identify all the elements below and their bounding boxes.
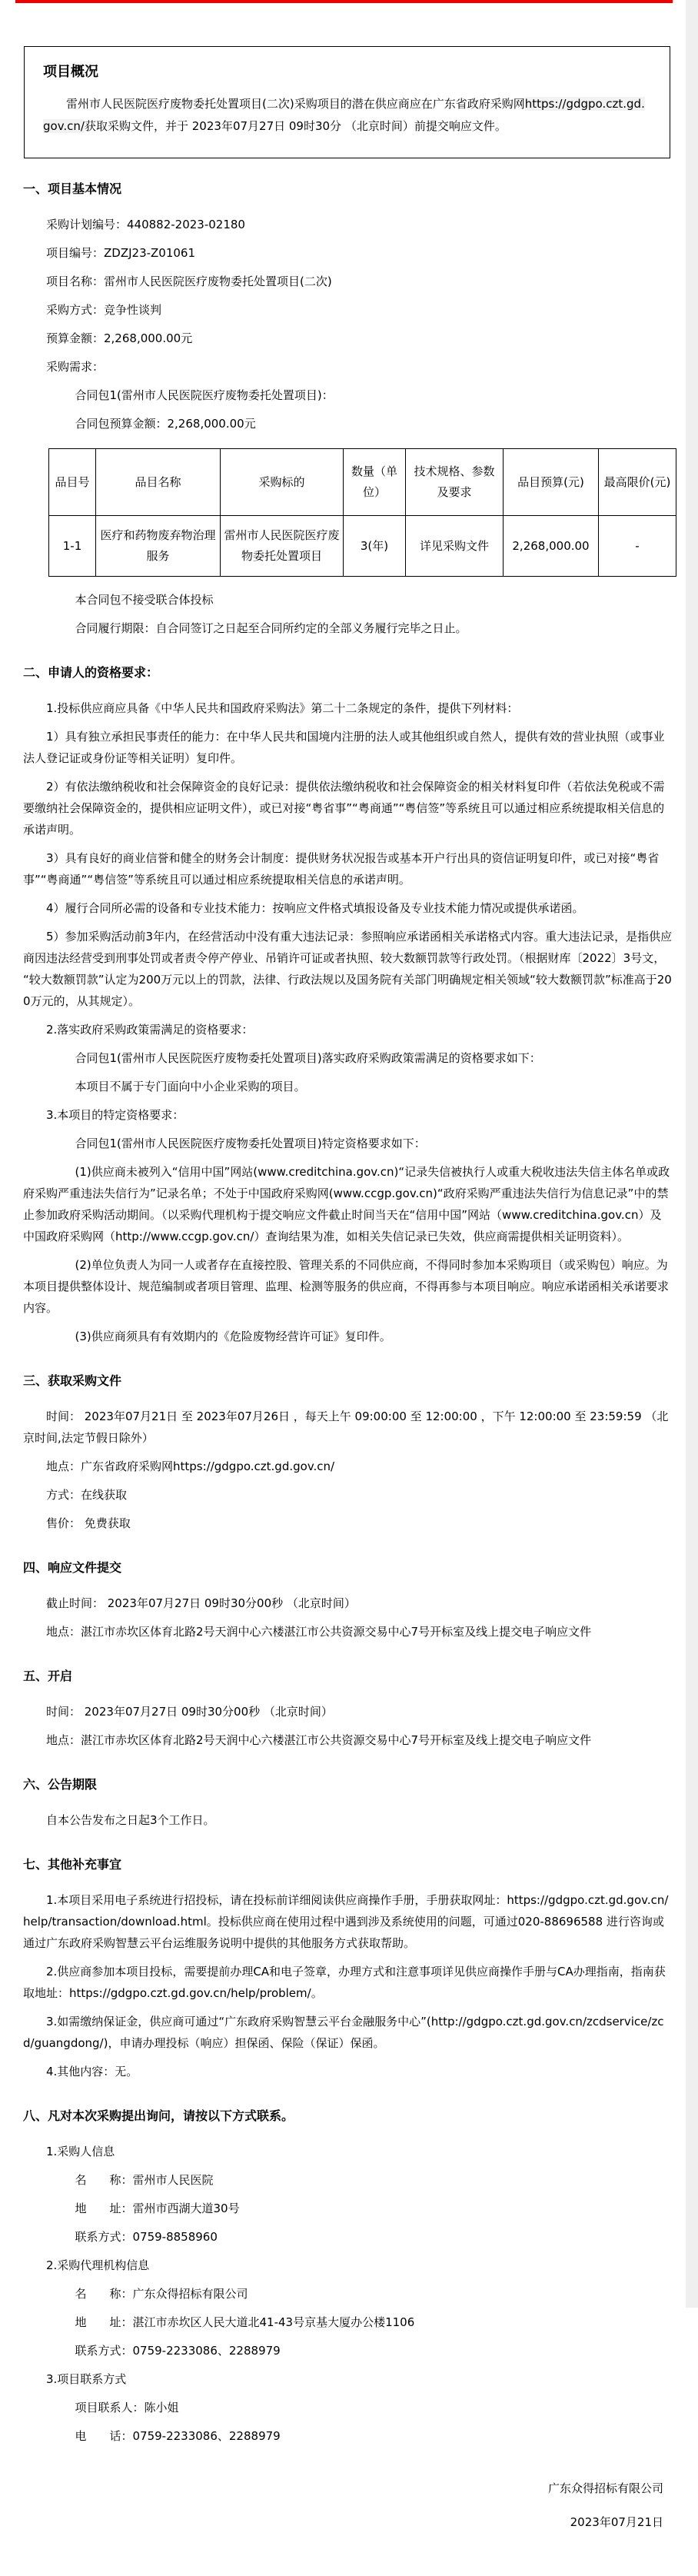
contract-duration-note: 合同履行期限：自合同签订之日起至合同所约定的全部义务履行完毕之日止。 (75, 621, 467, 635)
specific-requirement-item: (1)供应商未被列入“信用中国”网站(www.creditchina.gov.cn)“记录失信被执行人或重大税收违法失信主体名单或政府采购严重违法失信行为”记录名单；不处于中国政府采购网(www.ccgp.gov.cn)“政府采购严重违法失信行为信息记录”中的禁止参加政府采购活动期间。（以采购代理机构于提交响应文件截止时间当天在“信用中国”网站（www.creditchina.gov.cn）及中国政府采购网（http://www.ccgp.gov.cn/）查询结果为准，如相关失信记录已失效，供应商需提供相关证明资料）。 (23, 1165, 670, 1243)
col-header-subject: 采购标的 (221, 449, 344, 516)
col-header-quantity: 数量（单位） (344, 449, 406, 516)
project-contact-label: 3.项目联系方式 (46, 2372, 127, 2386)
col-header-item-no: 品目号 (49, 449, 96, 516)
specific-requirement-item: (2)单位负责人为同一人或者存在直接控股、管理关系的不同供应商，不得同时参加本采购项目（或采购包）响应。为本项目提供整体设计、规范编制或者项目管理、监理、检测等服务的供应商，不得再参与本项目响应。响应承诺函相关承诺要求内容。 (23, 1258, 670, 1315)
section-6-heading: 六、公告期限 (23, 1777, 98, 1792)
supplement-item: 1.本项目采用电子系统进行招投标，请在投标前详细阅读供应商操作手册，手册获取网址：https://gdgpo.czt.gd.gov.cn/help/transaction/download.html。投标供应商在使用过程中遇到涉及系统使用的问题，可通过020-88696588 进行咨询或通过广东政府采购智慧云平台运维服务说明中提供的其他服务方式获取帮助。 (23, 1893, 669, 1950)
plan-number: 采购计划编号：440882-2023-02180 (46, 218, 245, 231)
procurement-method: 采购方式：竞争性谈判 (46, 303, 162, 317)
opening-time: 时间： 2023年07月27日 09时30分00秒 （北京时间） (46, 1705, 333, 1719)
document-footer (0, 2478, 698, 2576)
submission-deadline: 截止时间： 2023年07月27日 09时30分00秒 （北京时间） (46, 1596, 356, 1610)
footer-agency-name: 广东众得招标有限公司 (547, 2481, 663, 2495)
top-red-divider (15, 0, 673, 3)
specific-requirement-item: (3)供应商须具有有效期内的《危险废物经营许可证》复印件。 (75, 1330, 391, 1343)
cell-quantity: 3(年) (344, 516, 406, 577)
section-2-heading: 二、申请人的资格要求： (23, 665, 159, 680)
supplement-item: 3.如需缴纳保证金，供应商可通过“广东政府采购智慧云平台金融服务中心”(http://gdgpo.czt.gd.gov.cn/zcdservice/zcd/guangdong/)，申请办理投标（响应）担保函、保险（保证）保函。 (23, 2015, 664, 2050)
purchaser-contact: 联系方式：0759-8858960 (75, 2230, 218, 2244)
doc-obtain-time: 时间： 2023年07月21日 至 2023年07月26日 ，每天上午 09:00:00 至 12:00:00 ，下午 12:00:00 至 23:59:59 （北京时间,法定节假日除外） (23, 1409, 669, 1445)
doc-obtain-method: 方式：在线获取 (46, 1488, 128, 1502)
specific-requirement-package: 合同包1(雷州市人民医院医疗废物委托处置项目)特定资格要求如下： (75, 1137, 426, 1150)
policy-requirement-label: 2.落实政府采购政策需满足的资格要求： (46, 1023, 254, 1037)
policy-requirement-package: 合同包1(雷州市人民医院医疗废物委托处置项目)落实政府采购政策需满足的资格要求如下： (75, 1051, 541, 1065)
submission-place: 地点：湛江市赤坎区体育北路2号天润中心六楼湛江市公共资源交易中心7号开标室及线上提交电子响应文件 (46, 1625, 592, 1639)
purchaser-name: 名 称：雷州市人民医院 (75, 2173, 214, 2187)
col-header-spec: 技术规格、参数及要求 (406, 449, 504, 516)
supplement-item: 4.其他内容：无。 (46, 2065, 138, 2078)
cell-price-cap: - (599, 516, 676, 577)
doc-obtain-place: 地点：广东省政府采购网https://gdgpo.czt.gd.gov.cn/ (46, 1459, 335, 1473)
section-7-heading: 七、其他补充事宜 (23, 1857, 122, 1872)
procurement-items-table (48, 448, 676, 577)
agency-contact: 联系方式：0759-2233086、2288979 (75, 2344, 281, 2358)
project-number: 项目编号：ZDZJ23-Z01061 (46, 246, 196, 260)
cell-item-budget: 2,268,000.00 (504, 516, 599, 577)
agency-address: 地 址：湛江市赤坎区人民大道北41-43号京基大厦办公楼1106 (75, 2315, 415, 2329)
qualification-item: 5）参加采购活动前3年内，在经营活动中没有重大违法记录：参照响应承诺函相关承诺格式内容。重大违法记录，是指供应商因违法经营受到刑事处罚或者责令停产停业、吊销许可证或者执照、较大数额罚款等行政处罚。（根据财库〔2022〕3号文，“较大数额罚款”认定为200万元以上的罚款，法律、行政法规以及国务院有关部门明确规定相关领域“较大数额罚款”标准高于200万元的，从其规定）。 (23, 930, 673, 1008)
contract-package-budget: 合同包预算金额：2,268,000.00元 (75, 417, 256, 431)
qualification-item: 2）有依法缴纳税收和社会保障资金的良好记录：提供依法缴纳税收和社会保障资金的相关材料复印件（若依法免税或不需要缴纳社会保障资金的，提供相应证明文件），或已对接“粤省事”“粤商通”“粤信签”等系统且可以通过相应系统提取相关信息的承诺声明。 (23, 780, 665, 837)
project-contact-person: 项目联系人：陈小姐 (75, 2401, 179, 2415)
qualification-item: 1.投标供应商应具备《中华人民共和国政府采购法》第二十二条规定的条件，提供下列材料： (46, 701, 519, 715)
qualification-item: 1）具有独立承担民事责任的能力：在中华人民共和国境内注册的法人或其他组织或自然人，提供有效的营业执照（或事业法人登记证或身份证等相关证明）复印件。 (23, 730, 665, 765)
overview-text-before-url: 雷州市人民医院医疗废物委托处置项目(二次)采购项目的潜在供应商应在广东省政府采购网 (66, 97, 525, 111)
col-header-item-name: 品目名称 (96, 449, 221, 516)
procurement-demand-label: 采购需求： (46, 360, 105, 374)
project-overview-box (24, 46, 670, 158)
overview-text-after-url: 获取采购文件，并于 2023年07月27日 09时30分 （北京时间）前提交响应文件。 (85, 119, 507, 133)
specific-requirement-label: 3.本项目的特定资格要求： (46, 1108, 184, 1122)
qualification-item: 3）具有良好的商业信誉和健全的财务会计制度：提供财务状况报告或基本开户行出具的资信证明复印件，或已对接“粤省事”“粤商通”“粤信签”等系统且可以通过相应系统提取相关信息的承诺声明。 (23, 851, 660, 887)
qualification-item: 4）履行合同所必需的设备和专业技术能力：按响应文件格式填报设备及专业技术能力情况或提供承诺函。 (46, 901, 584, 915)
project-name: 项目名称：雷州市人民医院医疗废物委托处置项目(二次) (46, 275, 332, 288)
cell-item-name: 医疗和药物废弃物治理服务 (96, 516, 221, 577)
agency-name: 名 称：广东众得招标有限公司 (75, 2287, 248, 2301)
policy-requirement-note: 本项目不属于专门面向中小企业采购的项目。 (75, 1080, 306, 1093)
procurement-site-url: https://gdgpo.czt.gd.gov.cn/ (43, 97, 645, 133)
section-8-heading: 八、凡对本次采购提出询问，请按以下方式联系。 (23, 2108, 294, 2123)
section-1-heading: 一、项目基本情况 (23, 181, 122, 196)
col-header-price-cap: 最高限价(元) (599, 449, 676, 516)
page-right-gutter (686, 0, 698, 2308)
section-4-heading: 四、响应文件提交 (23, 1560, 122, 1575)
budget-amount: 预算金额：2,268,000.00元 (46, 331, 193, 345)
cell-item-no: 1-1 (49, 516, 96, 577)
section-5-heading: 五、开启 (23, 1669, 73, 1683)
supplement-item: 2.供应商参加本项目投标，需要提前办理CA和电子签章，办理方式和注意事项详见供应商操作手册与CA办理指南，指南获取地址：https://gdgpo.czt.gd.gov.cn/help/problem/。 (23, 1965, 666, 2000)
opening-place: 地点：湛江市赤坎区体育北路2号天润中心六楼湛江市公共资源交易中心7号开标室及线上提交电子响应文件 (46, 1733, 592, 1747)
announcement-period: 自本公告发布之日起3个工作日。 (46, 1813, 215, 1827)
footer-date: 2023年07月21日 (570, 2515, 663, 2529)
overview-paragraph (43, 93, 651, 138)
doc-obtain-price: 售价： 免费获取 (46, 1516, 131, 1530)
purchaser-address: 地 址：雷州市西湖大道30号 (75, 2202, 240, 2215)
cell-spec: 详见采购文件 (406, 516, 504, 577)
table-row (49, 516, 676, 577)
agency-info-label: 2.采购代理机构信息 (46, 2258, 150, 2272)
cell-subject: 雷州市人民医院医疗废物委托处置项目 (221, 516, 344, 577)
section-3-heading: 三、获取采购文件 (23, 1373, 122, 1388)
col-header-item-budget: 品目预算(元) (504, 449, 599, 516)
overview-title: 项目概况 (43, 64, 98, 80)
table-header-row (49, 449, 676, 516)
contract-package-title: 合同包1(雷州市人民医院医疗废物委托处置项目)： (75, 388, 334, 402)
project-contact-phone: 电 话：0759-2233086、2288979 (75, 2429, 281, 2443)
purchaser-info-label: 1.采购人信息 (46, 2145, 115, 2158)
no-consortium-note: 本合同包不接受联合体投标 (75, 593, 214, 607)
